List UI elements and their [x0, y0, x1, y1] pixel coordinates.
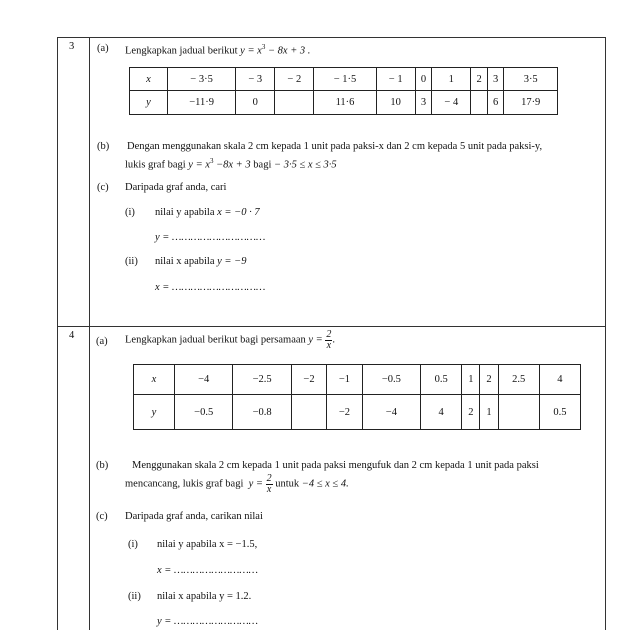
q4c-i-label: (i)	[128, 539, 138, 550]
q4b-label: (b)	[96, 460, 109, 471]
q4c-label: (c)	[96, 511, 108, 522]
q3-y-cell: −11·9	[168, 91, 236, 115]
q3-y-cell	[275, 91, 314, 115]
q3-y-cell: 3	[415, 91, 432, 115]
frame-right	[605, 37, 606, 630]
q4-x-cell: 2.5	[498, 365, 539, 395]
q3-x-cell: − 3·5	[168, 68, 236, 91]
q4-y-cell: −0.8	[233, 395, 291, 430]
q3-x-cell: 3·5	[504, 68, 558, 91]
q4-y-cell	[291, 395, 326, 430]
q4c-text: Daripada graf anda, carikan nilai	[125, 511, 263, 522]
q3b-line2	[125, 158, 337, 171]
q3-y-cell: − 4	[432, 91, 471, 115]
q3c-ii-answer-line: x = …………………………	[155, 282, 266, 293]
q3b-line1: Dengan menggunakan skala 2 cm kepada 1 unit pada paksi-x dan 2 cm kepada 5 unit pada paksi-y,	[127, 141, 543, 152]
q3-x-cell: − 1·5	[314, 68, 376, 91]
q4a-fraction-numerator: 2	[326, 329, 332, 340]
q4a-eq-lhs: y =	[308, 334, 323, 346]
q4a-fraction-denominator: x	[326, 340, 332, 351]
q3c-i-answer-line: y = …………………………	[155, 232, 266, 243]
q3c-ii-label: (ii)	[125, 256, 138, 267]
q4c-ii-text: nilai x apabila y = 1.2.	[157, 591, 252, 602]
q3b-equation-rhs: −8x + 3	[213, 159, 251, 171]
q4c-i-text: nilai y apabila x = −1.5,	[157, 539, 258, 550]
q3-x-cell: − 3	[236, 68, 275, 91]
q3b-range: − 3·5 ≤ x ≤ 3·5	[273, 159, 337, 171]
q3-x-cell: 2	[471, 68, 488, 91]
q4-y-cell: 2	[462, 395, 480, 430]
q3-table-y-row	[130, 91, 558, 115]
q3c-i-label: (i)	[125, 207, 135, 218]
q3c-ii-prompt: nilai x apabila	[155, 256, 215, 267]
q4-table-x-header: x	[134, 365, 175, 395]
q4b-line2	[125, 474, 349, 495]
q4-y-cell: −2	[327, 395, 362, 430]
q4-table-y-header: y	[134, 395, 175, 430]
q3c-text: Daripada graf anda, cari	[125, 182, 227, 193]
q3c-label: (c)	[97, 182, 109, 193]
q4b-eq-lhs: y =	[248, 478, 263, 490]
q4-x-cell: −2	[291, 365, 326, 395]
q4b-line2-text: mencancang, lukis graf bagi	[125, 478, 244, 490]
q3-table-x-header: x	[130, 68, 168, 91]
q4-x-cell: 2	[480, 365, 498, 395]
q4-table-x-row	[134, 365, 581, 395]
q3a-equation-rhs: − 8x + 3 .	[265, 45, 311, 57]
q4-x-cell: −0.5	[362, 365, 420, 395]
frame-divider	[57, 326, 606, 327]
q3-x-cell: − 1	[376, 68, 415, 91]
q4c-ii-answer-line: y = ………………………	[157, 616, 259, 627]
q3a-instruction: Lengkapkan jadual berikut	[125, 45, 238, 57]
q3-y-cell: 0	[236, 91, 275, 115]
q3c-i-text	[155, 208, 260, 219]
frame-column-divider	[89, 37, 90, 630]
q4-x-cell: 1	[462, 365, 480, 395]
q4b-fraction-denominator: x	[266, 484, 272, 495]
q3c-ii-equation: y = −9	[217, 256, 247, 267]
q4-table	[133, 364, 581, 430]
question-3-number: 3	[69, 41, 75, 52]
q4-x-cell: 4	[539, 365, 580, 395]
q3c-i-equation: x = −0 · 7	[217, 207, 260, 218]
q4b-line1: Menggunakan skala 2 cm kepada 1 unit pada paksi mengufuk dan 2 cm kepada 1 unit pada paksi	[132, 460, 539, 471]
q4-y-cell: 4	[421, 395, 462, 430]
q3-y-cell	[471, 91, 488, 115]
q4a-eq-end: .	[332, 334, 336, 346]
q3-x-cell: 0	[415, 68, 432, 91]
q4a-instruction: Lengkapkan jadual berikut bagi persamaan	[125, 334, 306, 346]
q3b-line2-text: lukis graf bagi	[125, 159, 186, 171]
q4-y-cell: −4	[362, 395, 420, 430]
q4-x-cell: −1	[327, 365, 362, 395]
q4c-i-answer-line: x = ………………………	[157, 565, 259, 576]
q3-y-cell: 17·9	[504, 91, 558, 115]
q4b-line2-untuk: untuk	[275, 478, 300, 490]
q3c-i-prompt: nilai y apabila	[155, 207, 215, 218]
q3b-equation-exp: 3	[209, 157, 214, 165]
q3-y-cell: 10	[376, 91, 415, 115]
q4-y-cell	[498, 395, 539, 430]
q4a-text	[125, 330, 335, 351]
q4c-ii-label: (ii)	[128, 591, 141, 602]
q3-table	[129, 67, 558, 115]
q4a-label: (a)	[96, 336, 108, 347]
q3-y-cell: 6	[487, 91, 504, 115]
q3a-equation-exp: 3	[261, 43, 266, 51]
q3-x-cell: 3	[487, 68, 504, 91]
frame-top	[57, 37, 606, 38]
q4b-range: −4 ≤ x ≤ 4.	[301, 478, 349, 490]
q4-y-cell: 0.5	[539, 395, 580, 430]
q3-x-cell: 1	[432, 68, 471, 91]
q3c-ii-text	[155, 257, 246, 268]
q3-table-x-row	[130, 68, 558, 91]
q3-x-cell: − 2	[275, 68, 314, 91]
q3-y-cell: 11·6	[314, 91, 376, 115]
q4b-fraction	[266, 474, 273, 495]
question-4-number: 4	[69, 330, 75, 341]
q3b-line2-bagi: bagi	[253, 159, 272, 171]
q4-x-cell: −4	[175, 365, 233, 395]
q4-x-cell: 0.5	[421, 365, 462, 395]
q4-y-cell: 1	[480, 395, 498, 430]
q4-y-cell: −0.5	[175, 395, 233, 430]
q3-table-y-header: y	[130, 91, 168, 115]
q4-x-cell: −2.5	[233, 365, 291, 395]
q3b-equation-lhs: y = x	[188, 159, 210, 171]
q3a-label: (a)	[97, 43, 109, 54]
q3a-text	[125, 44, 310, 57]
q4-table-y-row	[134, 395, 581, 430]
q3a-equation-lhs: y = x	[240, 45, 262, 57]
frame-left	[57, 37, 58, 630]
q3b-label: (b)	[97, 141, 110, 152]
q4b-fraction-numerator: 2	[266, 473, 272, 484]
